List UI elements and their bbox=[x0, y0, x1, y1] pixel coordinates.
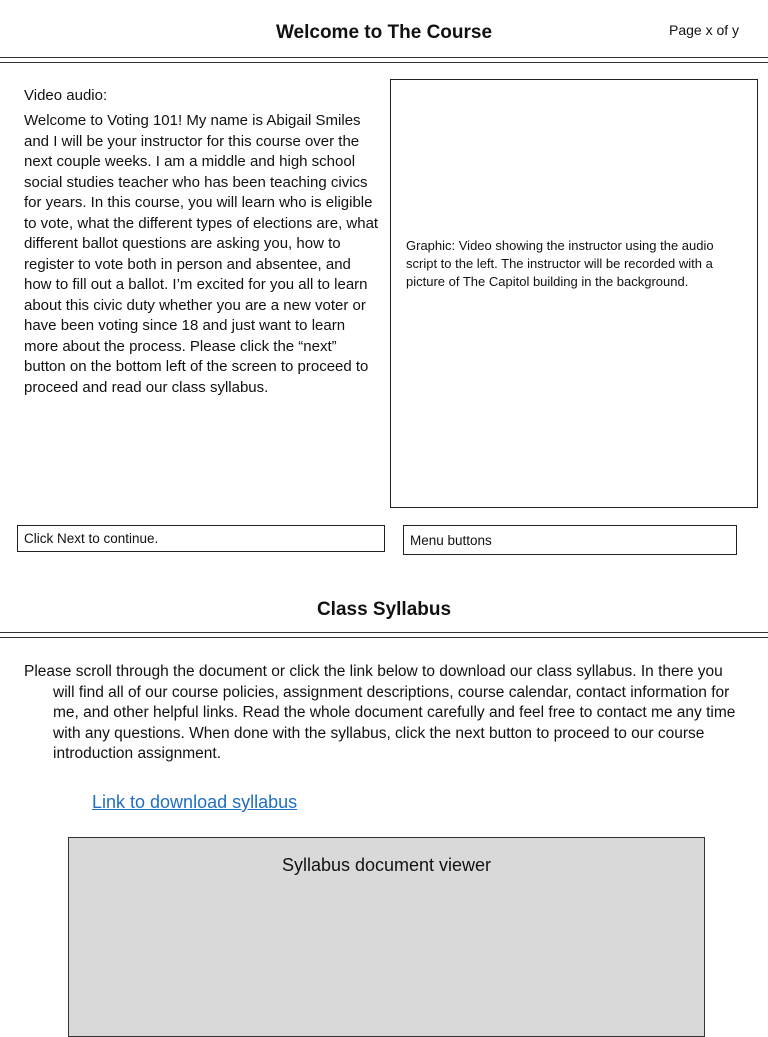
download-syllabus-link[interactable]: Link to download syllabus bbox=[92, 792, 298, 812]
syllabus-divider-top bbox=[0, 632, 768, 633]
viewer-title: Syllabus document viewer bbox=[281, 855, 492, 875]
syllabus-document-viewer[interactable] bbox=[68, 837, 705, 1037]
header-divider-top bbox=[0, 57, 768, 58]
page-indicator: Page x of y bbox=[669, 22, 740, 38]
page-title: Welcome to The Course bbox=[275, 22, 493, 43]
video-audio-script: Welcome to Voting 101! My name is Abigail Smiles and I will be your instructor for this course over the next couple weeks. I am a middle and high school social studies teacher who has been teaching civics for years. In this course, you will learn who is eligible to vote, what the different types of elections are, what different ballot questions are asking you, how to register to vote both in person and absentee, and how to fill out a ballot. I’m excited for you all to learn about this civic duty whether you are a new voter or have been voting since 18 and just want to learn more about the process. Please click the “next” button on the bottom left of the screen to proceed to proceed and read our class syllabus. bbox=[24, 112, 379, 396]
next-prompt-box bbox=[17, 525, 385, 552]
next-prompt-text: Click Next to continue. bbox=[24, 531, 159, 546]
graphic-description: Graphic: Video showing the instructor using the audio script to the left. The instructor will be recorded with a picture of The Capitol building in the background. bbox=[406, 238, 714, 289]
video-audio-label: Video audio: bbox=[24, 87, 108, 104]
video-graphic-placeholder bbox=[390, 79, 758, 508]
menu-buttons-box[interactable] bbox=[403, 525, 737, 555]
syllabus-instructions: Please scroll through the document or click the link below to download our class syllabus. In there you will find all of our course policies, assignment descriptions, course calendar, contact information for me, and other helpful links. Read the whole document carefully and feel free to contact me any time with any questions. When done with the syllabus, click the next button to proceed to our course introduction assignment. bbox=[24, 663, 736, 762]
syllabus-section-title: Class Syllabus bbox=[316, 599, 452, 620]
menu-buttons-label: Menu buttons bbox=[410, 533, 492, 548]
header-divider-bottom bbox=[0, 62, 768, 63]
syllabus-divider-bottom bbox=[0, 637, 768, 638]
